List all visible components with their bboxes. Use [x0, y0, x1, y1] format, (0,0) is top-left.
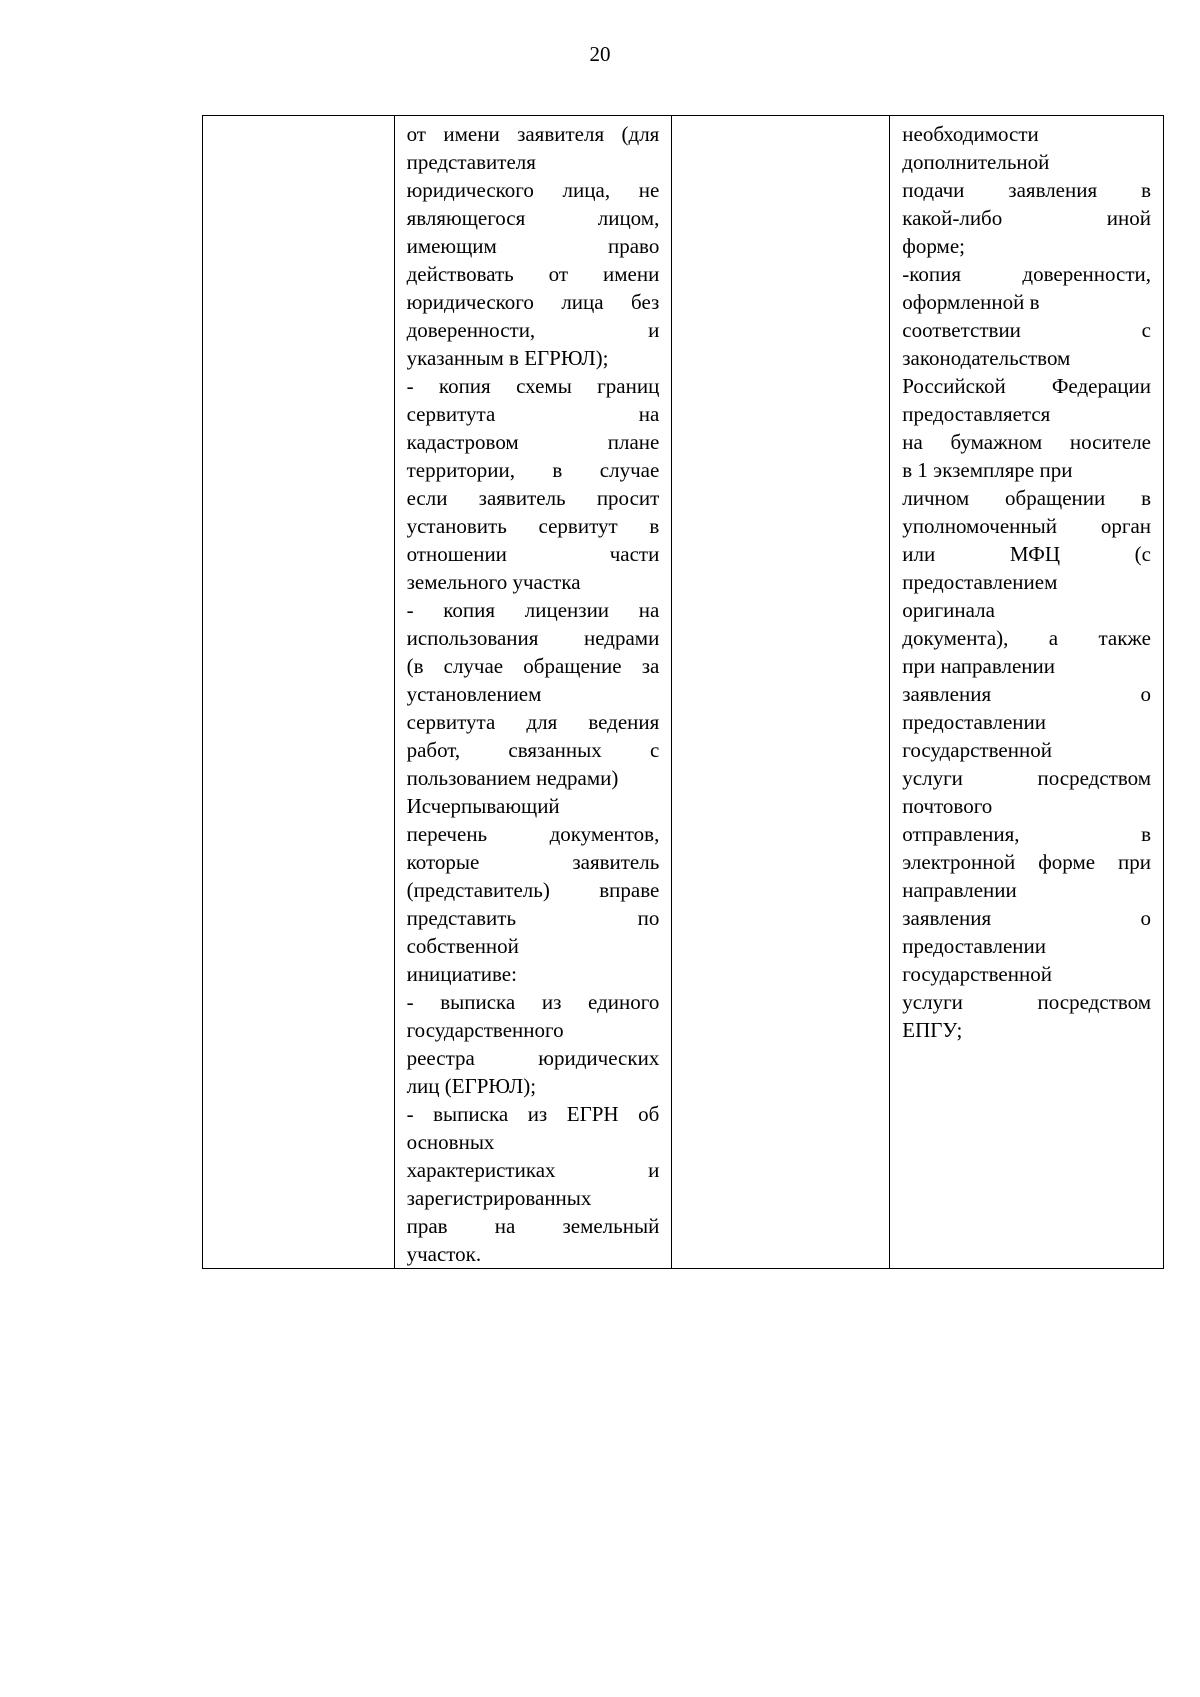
text-line: собственной	[406, 934, 519, 958]
text-line: установить сервитут в	[406, 514, 660, 538]
text-line: на бумажном носителе	[902, 430, 1151, 454]
text-line: которые заявитель	[406, 850, 660, 874]
text-line: земельного участка	[406, 570, 581, 594]
text-line: государственной	[902, 962, 1052, 986]
text-line: услуги посредством	[902, 766, 1151, 790]
text-line: заявления о	[902, 682, 1151, 706]
text-line: - выписка из ЕГРН об	[406, 1102, 660, 1126]
text-line: основных	[406, 1130, 495, 1154]
text-line: кадастровом плане	[406, 430, 660, 454]
text-line: реестра юридических	[406, 1046, 660, 1070]
page-number: 20	[589, 42, 611, 66]
text-line: сервитута на	[406, 402, 660, 426]
text-line: предоставлении	[902, 710, 1046, 734]
text-line: дополнительной	[902, 150, 1050, 174]
text-line: указанным в ЕГРЮЛ);	[406, 346, 609, 370]
text-line: ЕПГУ;	[902, 1018, 963, 1042]
text-line: участок.	[406, 1242, 482, 1266]
text-line: использования недрами	[406, 626, 660, 650]
text-line: характеристиках и	[406, 1158, 660, 1182]
text-line: необходимости	[902, 122, 1039, 146]
text-line: являющегося лицом,	[406, 206, 660, 230]
text-line: почтового	[902, 794, 993, 818]
text-line: предоставляется	[902, 402, 1051, 426]
text-line: прав на земельный	[406, 1214, 660, 1238]
text-line: -копия доверенности,	[902, 262, 1151, 286]
text-line: пользованием недрами)	[406, 766, 619, 790]
text-line: (представитель) вправе	[406, 878, 660, 902]
text-line: отношении части	[406, 542, 660, 566]
text-line: представителя	[406, 150, 536, 174]
text-line: личном обращении в	[902, 486, 1151, 510]
text-line: предоставлении	[902, 934, 1046, 958]
text-line: государственного	[406, 1018, 564, 1042]
text-line: оригинала	[902, 598, 995, 622]
text-line: направлении	[902, 878, 1017, 902]
text-line: - копия лицензии на	[406, 598, 660, 622]
text-line: уполномоченный орган	[902, 514, 1151, 538]
text-line: предоставлением	[902, 570, 1058, 594]
text-line: установлением	[406, 682, 542, 706]
text-line: Исчерпывающий	[406, 794, 560, 818]
text-line: электронной форме при	[902, 850, 1151, 874]
text-line: перечень документов,	[406, 822, 660, 846]
text-line: законодательством	[902, 346, 1071, 370]
text-line: соответствии с	[902, 318, 1151, 342]
text-line: оформленной в	[902, 290, 1040, 314]
text-line: услуги посредством	[902, 990, 1151, 1014]
text-line: заявления о	[902, 906, 1151, 930]
table-cell-documents-list	[394, 116, 672, 1269]
table-cell-submission-method	[890, 116, 1164, 1269]
text-line: инициативе:	[406, 962, 517, 986]
documents-list-text	[407, 120, 660, 1268]
text-line: отправления, в	[902, 822, 1151, 846]
text-line: в 1 экземпляре при	[902, 458, 1073, 482]
text-line: работ, связанных с	[406, 738, 660, 762]
text-line: государственной	[902, 738, 1052, 762]
text-line: форме;	[902, 234, 965, 258]
text-line: (в случае обращение за	[406, 654, 660, 678]
text-line: если заявитель просит	[406, 486, 660, 510]
text-line: представить по	[406, 906, 660, 930]
text-line: юридического лица без	[406, 290, 660, 314]
text-line: территории, в случае	[406, 458, 660, 482]
text-line: имеющим право	[406, 234, 660, 258]
table-row	[203, 116, 1164, 1269]
text-line: при направлении	[902, 654, 1055, 678]
text-line: документа), а также	[902, 626, 1151, 650]
text-line: какой-либо иной	[902, 206, 1151, 230]
text-line: действовать от имени	[406, 262, 660, 286]
text-line: подачи заявления в	[902, 178, 1151, 202]
table-cell-empty-3	[672, 116, 890, 1269]
text-line: юридического лица, не	[406, 178, 660, 202]
text-line: зарегистрированных	[406, 1186, 592, 1210]
text-line: доверенности, и	[406, 318, 660, 342]
text-line: сервитута для ведения	[406, 710, 660, 734]
document-table	[202, 115, 1164, 1269]
text-line: Российской Федерации	[902, 374, 1151, 398]
table-cell-empty-1	[203, 116, 395, 1269]
submission-method-text	[902, 120, 1151, 1044]
text-line: или МФЦ (с	[902, 542, 1151, 566]
text-line: от имени заявителя (для	[406, 122, 660, 146]
text-line: - выписка из единого	[406, 990, 660, 1014]
text-line: - копия схемы границ	[406, 374, 660, 398]
text-line: лиц (ЕГРЮЛ);	[406, 1074, 537, 1098]
